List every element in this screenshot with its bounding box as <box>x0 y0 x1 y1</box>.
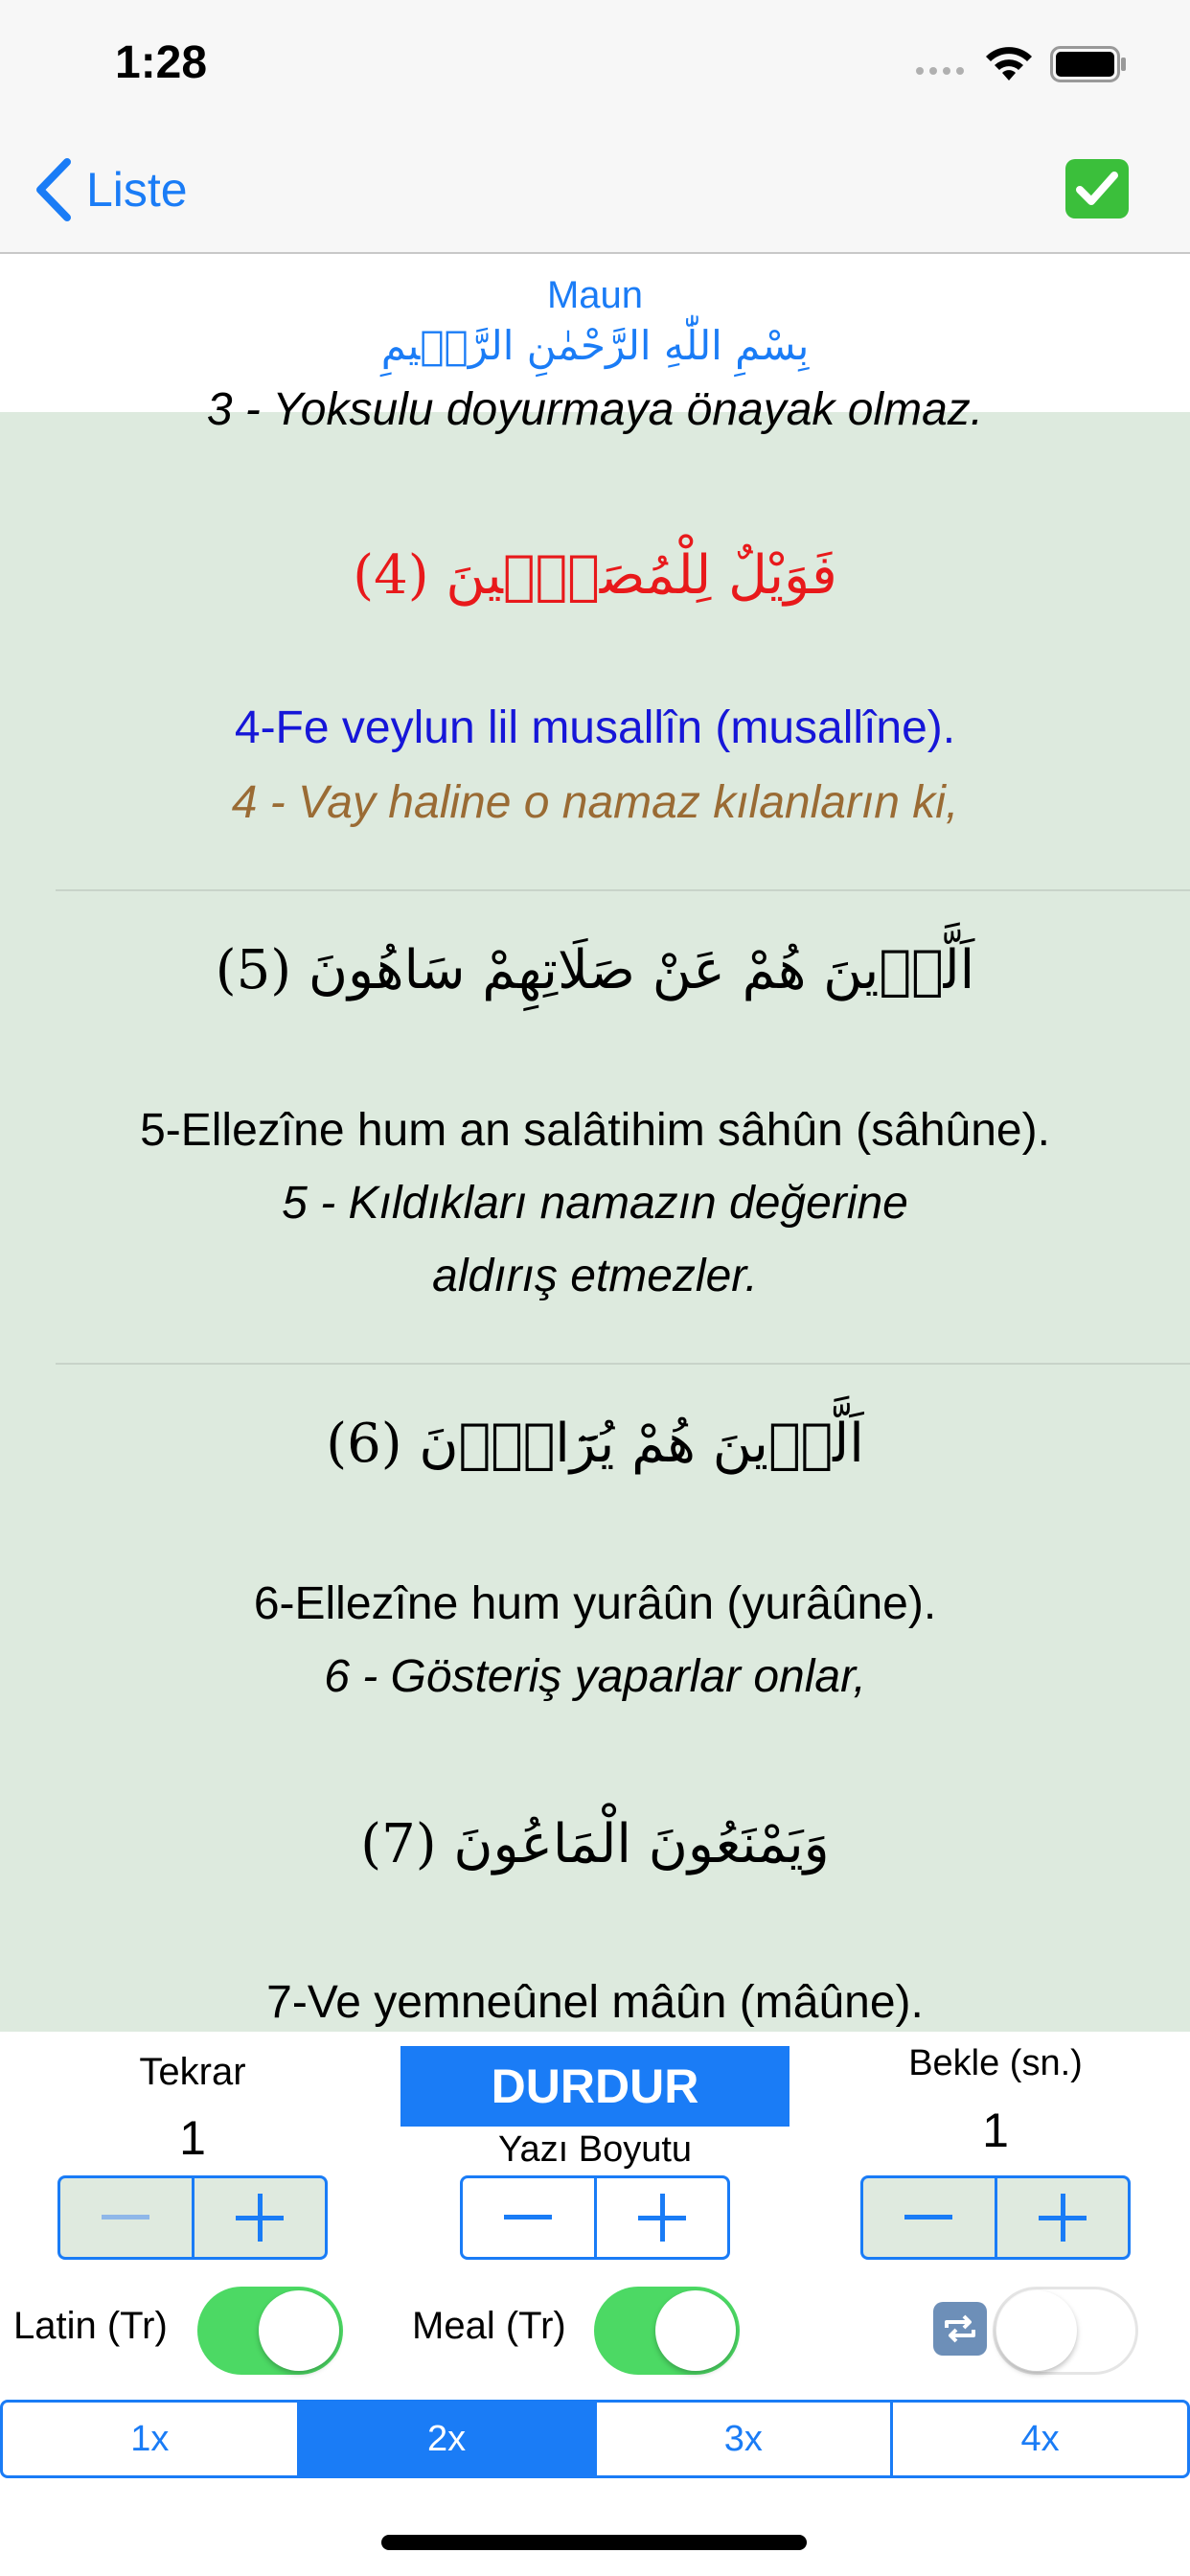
plus-icon <box>638 2194 686 2242</box>
basmala: بِسْمِ اللّٰهِ الرَّحْمٰنِ الرَّح۪يمِ <box>380 322 810 369</box>
back-button-label: Liste <box>86 163 188 217</box>
wait-seconds-stepper <box>860 2175 1131 2260</box>
latin-toggle[interactable] <box>197 2287 343 2375</box>
speed-option-3x[interactable]: 3x <box>594 2403 891 2475</box>
speed-option-2x[interactable]: 2x <box>297 2403 594 2475</box>
font-size-decrement-button[interactable] <box>463 2178 594 2257</box>
repeat-toggle[interactable] <box>993 2287 1138 2375</box>
verse-list[interactable] <box>0 384 1190 2032</box>
verse-divider <box>56 1363 1190 1365</box>
navigation-bar <box>0 144 1190 254</box>
minus-icon <box>504 2215 552 2220</box>
battery-icon <box>1050 46 1127 82</box>
speed-selector <box>0 2400 1190 2478</box>
font-size-stepper <box>460 2175 730 2260</box>
back-button[interactable] <box>34 158 188 221</box>
toggle-knob <box>996 2290 1077 2371</box>
repeat-increment-button[interactable] <box>192 2178 326 2257</box>
verse-5-meal-line-2: aldırış etmezler. <box>432 1251 758 1301</box>
verse-4-meal: 4 - Vay haline o namaz kılanların ki, <box>231 777 959 828</box>
meal-toggle-label: Meal (Tr) <box>412 2305 566 2347</box>
stop-button[interactable]: DURDUR <box>400 2046 790 2127</box>
plus-icon <box>1039 2194 1087 2242</box>
verse-7-arabic: وَيَمْنَعُونَ الْمَاعُونَ (7) <box>360 1813 830 1875</box>
verse-6-meal: 6 - Gösteriş yaparlar onlar, <box>324 1651 866 1702</box>
previous-verse-meal: 3 - Yoksulu doyurmaya önayak olmaz. <box>206 384 984 435</box>
wait-seconds-label: Bekle (sn.) <box>908 2043 1083 2083</box>
verse-4-arabic: فَوَيْلٌ لِلْمُصَلّ۪ينَ (4) <box>353 544 837 607</box>
home-indicator[interactable] <box>381 2535 807 2550</box>
verse-6-latin: 6-Ellezîne hum yurâûn (yurâûne). <box>253 1578 937 1629</box>
verse-divider <box>56 889 1190 891</box>
latin-toggle-label: Latin (Tr) <box>13 2305 168 2347</box>
repeat-icon <box>933 2302 987 2356</box>
wait-increment-button[interactable] <box>995 2178 1129 2257</box>
verse-4-latin: 4-Fe veylun lil musallîn (musallîne). <box>234 702 956 753</box>
font-size-label: Yazı Boyutu <box>497 2129 693 2170</box>
repeat-count-stepper <box>57 2175 328 2260</box>
minus-icon <box>904 2215 952 2220</box>
verse-6-arabic: اَلَّذ۪ينَ هُمْ يُرَٓاؤُ۫نَ (6) <box>326 1413 864 1475</box>
signal-icon <box>916 67 964 75</box>
meal-toggle[interactable] <box>594 2287 740 2375</box>
wait-seconds-value: 1 <box>982 2104 1009 2157</box>
wait-decrement-button[interactable] <box>863 2178 995 2257</box>
repeat-decrement-button[interactable] <box>60 2178 192 2257</box>
check-mark-icon <box>1076 171 1118 207</box>
chevron-left-icon <box>34 158 73 221</box>
verse-5-arabic: اَلَّذ۪ينَ هُمْ عَنْ صَلَاتِهِمْ سَاهُونَ (5) <box>215 939 975 1001</box>
repeat-count-label: Tekrar <box>139 2051 246 2093</box>
surah-title: Maun <box>546 274 644 316</box>
minus-icon <box>102 2215 149 2220</box>
verse-5-latin: 5-Ellezîne hum an salâtihim sâhûn (sâhûne). <box>140 1105 1050 1156</box>
playback-controls <box>0 2032 1190 2576</box>
speed-option-4x[interactable]: 4x <box>890 2403 1187 2475</box>
status-bar <box>0 0 1190 144</box>
plus-icon <box>236 2194 284 2242</box>
verse-7-latin: 7-Ve yemneûnel mâûn (mâûne). <box>266 1977 924 2028</box>
repeat-count-value: 1 <box>179 2111 206 2165</box>
speed-option-1x[interactable]: 1x <box>130 2418 170 2459</box>
wifi-icon <box>983 44 1035 82</box>
toggle-knob <box>655 2290 736 2371</box>
font-size-increment-button[interactable] <box>594 2178 728 2257</box>
status-time: 1:28 <box>115 37 208 88</box>
verse-5-meal-line-1: 5 - Kıldıkları namazın değerine <box>282 1178 908 1229</box>
done-button[interactable] <box>1065 159 1129 218</box>
toggle-knob <box>259 2290 339 2371</box>
